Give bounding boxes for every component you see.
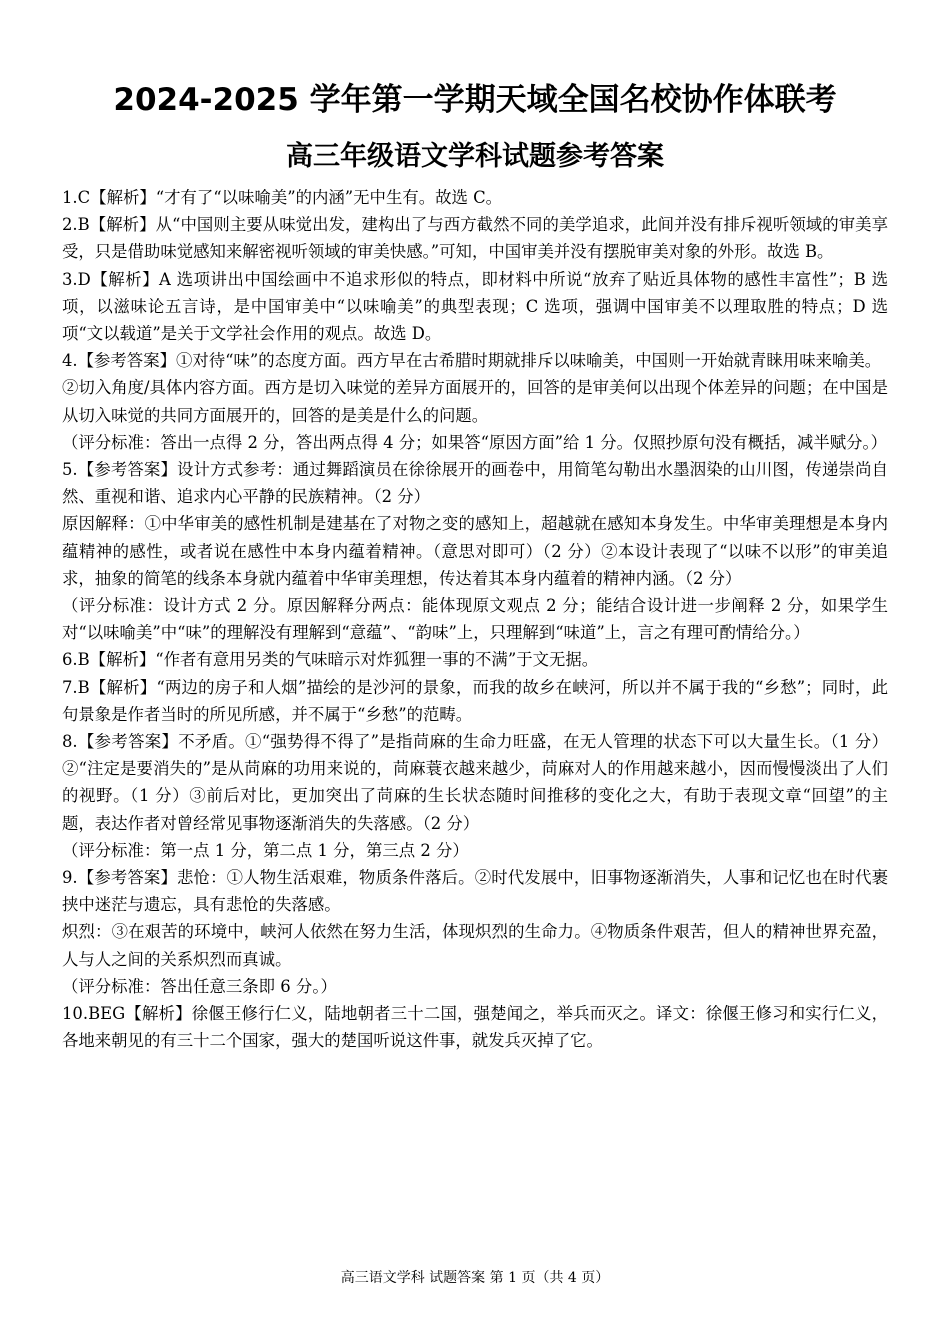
answer-5-scoring: （评分标准：设计方式 2 分。原因解释分两点：能体现原文观点 2 分；能结合设计进一步阐释 2 分，如果学生对“以味喻美”中“味”的理解没有理解到“意蕴”、“韵味”上，只理解到“味道”上，言之有理可酌情给分。） (62, 596, 888, 643)
page-footer: 高三语文学科 试题答案 第 1 页（共 4 页） (340, 1270, 610, 1286)
answer-1: 1.C【解析】“才有了“以味喻美”的内涵”无中生有。故选 C。 (62, 188, 503, 207)
answer-6: 6.B【解析】“作者有意用另类的气味暗示对炸狐狸一事的不满”于文无据。 (62, 650, 599, 670)
answer-9-passion: 炽烈：③在艰苦的环境中，峡河人依然在努力生活，体现炽烈的生命力。④物质条件艰苦，但人的精神世界充盈，人与人之间的关系炽烈而真诚。 (62, 922, 888, 969)
answer-5-design: 5.【参考答案】设计方式参考：通过舞蹈演员在徐徐展开的画卷中，用简笔勾勒出水墨洇染的山川图，传递崇尚自然、重视和谐、追求内心平静的民族精神。（2 分） (62, 460, 888, 507)
answer-8-scoring: （评分标准：第一点 1 分，第二点 1 分，第三点 2 分） (62, 840, 469, 860)
answer-10: 10.BEG【解析】徐偃王修行仁义，陆地朝者三十二国，强楚闻之，举兵而灭之。译文：徐偃王修习和实行仁义，各地来朝见的有三十二个国家，强大的楚国听说这件事，就发兵灭掉了它。 (62, 1004, 888, 1051)
answer-9-scoring: （评分标准：答出任意三条即 6 分。） (62, 976, 337, 996)
answer-7: 7.B【解析】“两边的房子和人烟”描绘的是沙河的景象，而我的故乡在峡河，所以并不属于我的“乡愁”；同时，此句景象是作者当时的所见所感，并不属于“乡愁”的范畴。 (62, 677, 888, 724)
answer-sheet-page (62, 80, 888, 1055)
answer-9-sorrow: 9.【参考答案】悲怆：①人物生活艰难，物质条件落后。②时代发展中，旧事物逐渐消失，人事和记忆也在时代裹挟中迷茫与遗忘，具有悲怆的失落感。 (62, 868, 888, 915)
answer-5-reason: 原因解释：①中华审美的感性机制是建基在了对物之变的感知上，超越就在感知本身发生。中华审美理想是本身内蕴精神的感性，或者说在感性中本身内蕴着精神。（意思对即可）（2 分）②本设计表现了“以味不以形”的审美追求，抽象的简笔的线条本身就内蕴着中华审美理想，传达着其本身内蕴着的精神内涵。（2 分） (62, 514, 888, 588)
answer-8: 8.【参考答案】不矛盾。①“强势得不得了”是指苘麻的生命力旺盛，在无人管理的状态下可以大量生长。（1 分）②“注定是要消失的”是从苘麻的功用来说的，苘麻蓑衣越来越少，苘麻对人的作用越来越小，因而慢慢淡出了人们的视野。（1 分）③前后对比，更加突出了苘麻的生长状态随时间推移的变化之大，有助于表现文章“回望”的主题，表达作者对曾经常见事物逐渐消失的失落感。（2 分） (62, 732, 888, 833)
answer-key-title: 高三年级语文学科试题参考答案 (286, 141, 664, 172)
answer-4-point-1: 4.【参考答案】①对待“味”的态度方面。西方早在古希腊时期就排斥以味喻美，中国则一开始就青睐用味来喻美。 (62, 351, 882, 371)
exam-title: 2024-2025 学年第一学期天域全国名校协作体联考 (113, 82, 837, 118)
answer-2: 2.B【解析】从“中国则主要从味觉出发，建构出了与西方截然不同的美学追求，此间并没有排斥视听领域的审美享受，只是借助味觉感知来解密视听领域的审美快感。”可知，中国审美并没有摆脱审美对象的外形。故选 B。 (62, 215, 888, 262)
answer-4-point-2: ②切入角度/具体内容方面。西方是切入味觉的差异方面展开的，回答的是审美何以出现个体差异的问题；在中国是从切入味觉的共同方面展开的，回答的是美是什么的问题。 (62, 378, 888, 425)
answer-3: 3.D【解析】A 选项讲出中国绘画中不追求形似的特点，即材料中所说“放弃了贴近具体物的感性丰富性”；B 选项，以滋味论五言诗，是中国审美中“以味喻美”的典型表现；C 选项，强调中国审美不以理取胜的特点；D 选项“文以载道”是关于文学社会作用的观点。故选 D。 (62, 269, 888, 344)
answer-4-scoring: （评分标准：答出一点得 2 分，答出两点得 4 分；如果答“原因方面”给 1 分。仅照抄原句没有概括，减半赋分。） (62, 432, 888, 452)
